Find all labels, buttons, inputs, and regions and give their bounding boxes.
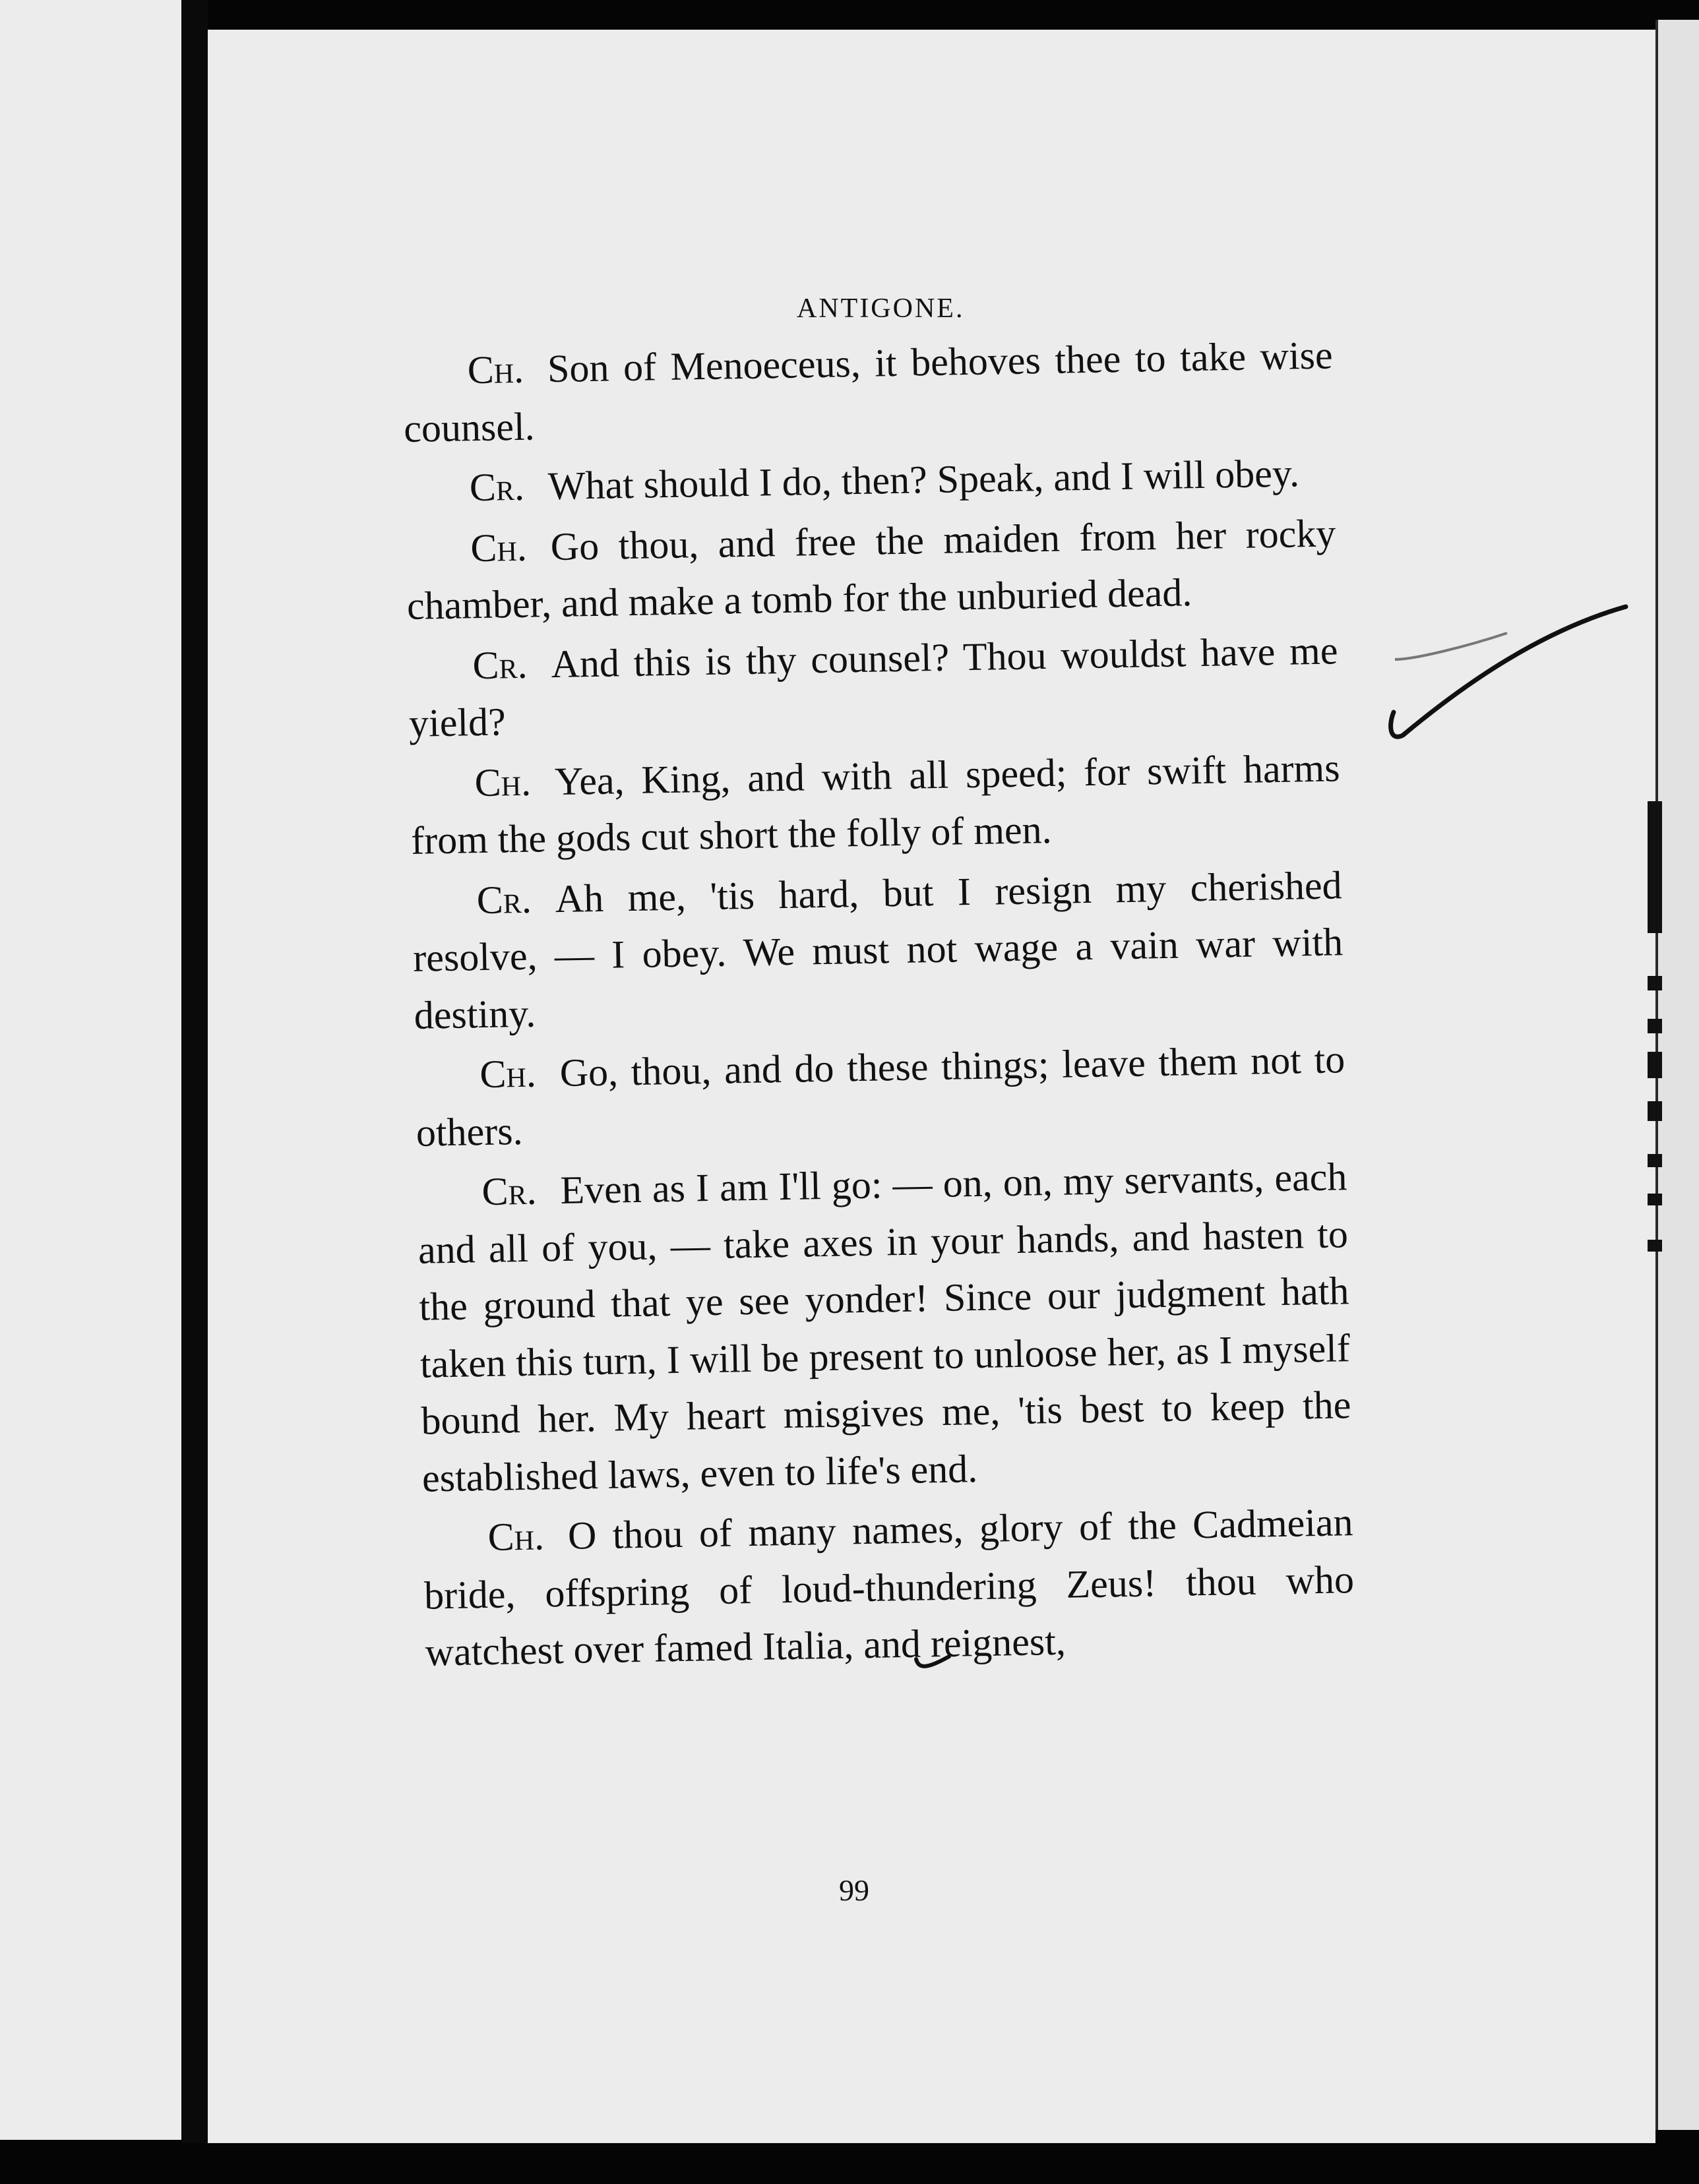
speaker-label: Ch. [470, 525, 528, 570]
page-edge-mark [1648, 1154, 1662, 1167]
paragraph-text: O thou of many names, glory of the Cadmeian bride, offspring of loud-thundering Zeus! thou who watchest over famed Italia, and reignest, [423, 1500, 1355, 1674]
dialogue-paragraph [408, 622, 1340, 752]
facing-page-edge [0, 0, 181, 2140]
speaker-label: Ch. [487, 1514, 545, 1560]
dialogue-paragraph [417, 1148, 1353, 1507]
paragraph-text: Son of Menoeceus, it behoves thee to take wise counsel. [403, 333, 1334, 450]
page-edge-mark [1648, 801, 1662, 933]
speaker-label: Cr. [476, 877, 532, 922]
speaker-label: Ch. [467, 347, 524, 392]
speaker-label: Cr. [472, 642, 528, 687]
handwritten-tick [913, 1650, 953, 1676]
dialogue-paragraph [410, 739, 1342, 870]
page-number: 99 [839, 1873, 869, 1907]
dialogue-text [402, 326, 1355, 1684]
dialogue-paragraph [415, 1031, 1347, 1161]
page-edge-mark [1648, 976, 1662, 990]
page-edge-mark [1648, 1019, 1662, 1033]
speaker-label: Cr. [481, 1168, 538, 1214]
book-gutter [181, 0, 208, 2184]
page-edge-mark [1648, 1052, 1662, 1078]
running-head: ANTIGONE. [797, 293, 965, 324]
paragraph-text: Go, thou, and do these things; leave them not to others. [416, 1037, 1345, 1155]
dialogue-paragraph [412, 857, 1344, 1044]
page-edge-mark [1648, 1101, 1662, 1121]
paragraph-text: Yea, King, and with all speed; for swift harms from the gods cut short the folly of men. [410, 745, 1341, 863]
paragraph-text: Ah me, 'tis hard, but I resign my cherished resolve, — I obey. We must not wage a vain war with destiny. [412, 863, 1344, 1037]
scan-border [0, 2143, 1699, 2184]
paragraph-text: Even as I am I'll go: — on, on, my servants, each and all of you, — take axes in your hands, and hasten to the ground that ye see yonder! Since our judgment hath taken this turn, I will be present to unloose her, as I myself bound her. My heart misgives me, 'tis best to keep the established laws, even to life's end. [417, 1155, 1351, 1500]
page-edge-mark [1648, 1194, 1662, 1205]
handwritten-check-mark [1375, 593, 1639, 765]
dialogue-paragraph [423, 1494, 1355, 1681]
paragraph-text: What should I do, then? Speak, and I will obey. [547, 451, 1300, 508]
speaker-label: Ch. [474, 760, 532, 804]
speaker-label: Ch. [479, 1051, 537, 1097]
paragraph-text: And this is thy counsel? Thou wouldst have me yield? [408, 628, 1338, 745]
dialogue-paragraph [402, 326, 1334, 457]
paragraph-text: Go thou, and free the maiden from her rocky chamber, and make a tomb for the unburied dead. [406, 510, 1336, 628]
page-edge-mark [1648, 1240, 1662, 1252]
speaker-label: Cr. [469, 464, 525, 510]
dialogue-paragraph [406, 504, 1338, 635]
